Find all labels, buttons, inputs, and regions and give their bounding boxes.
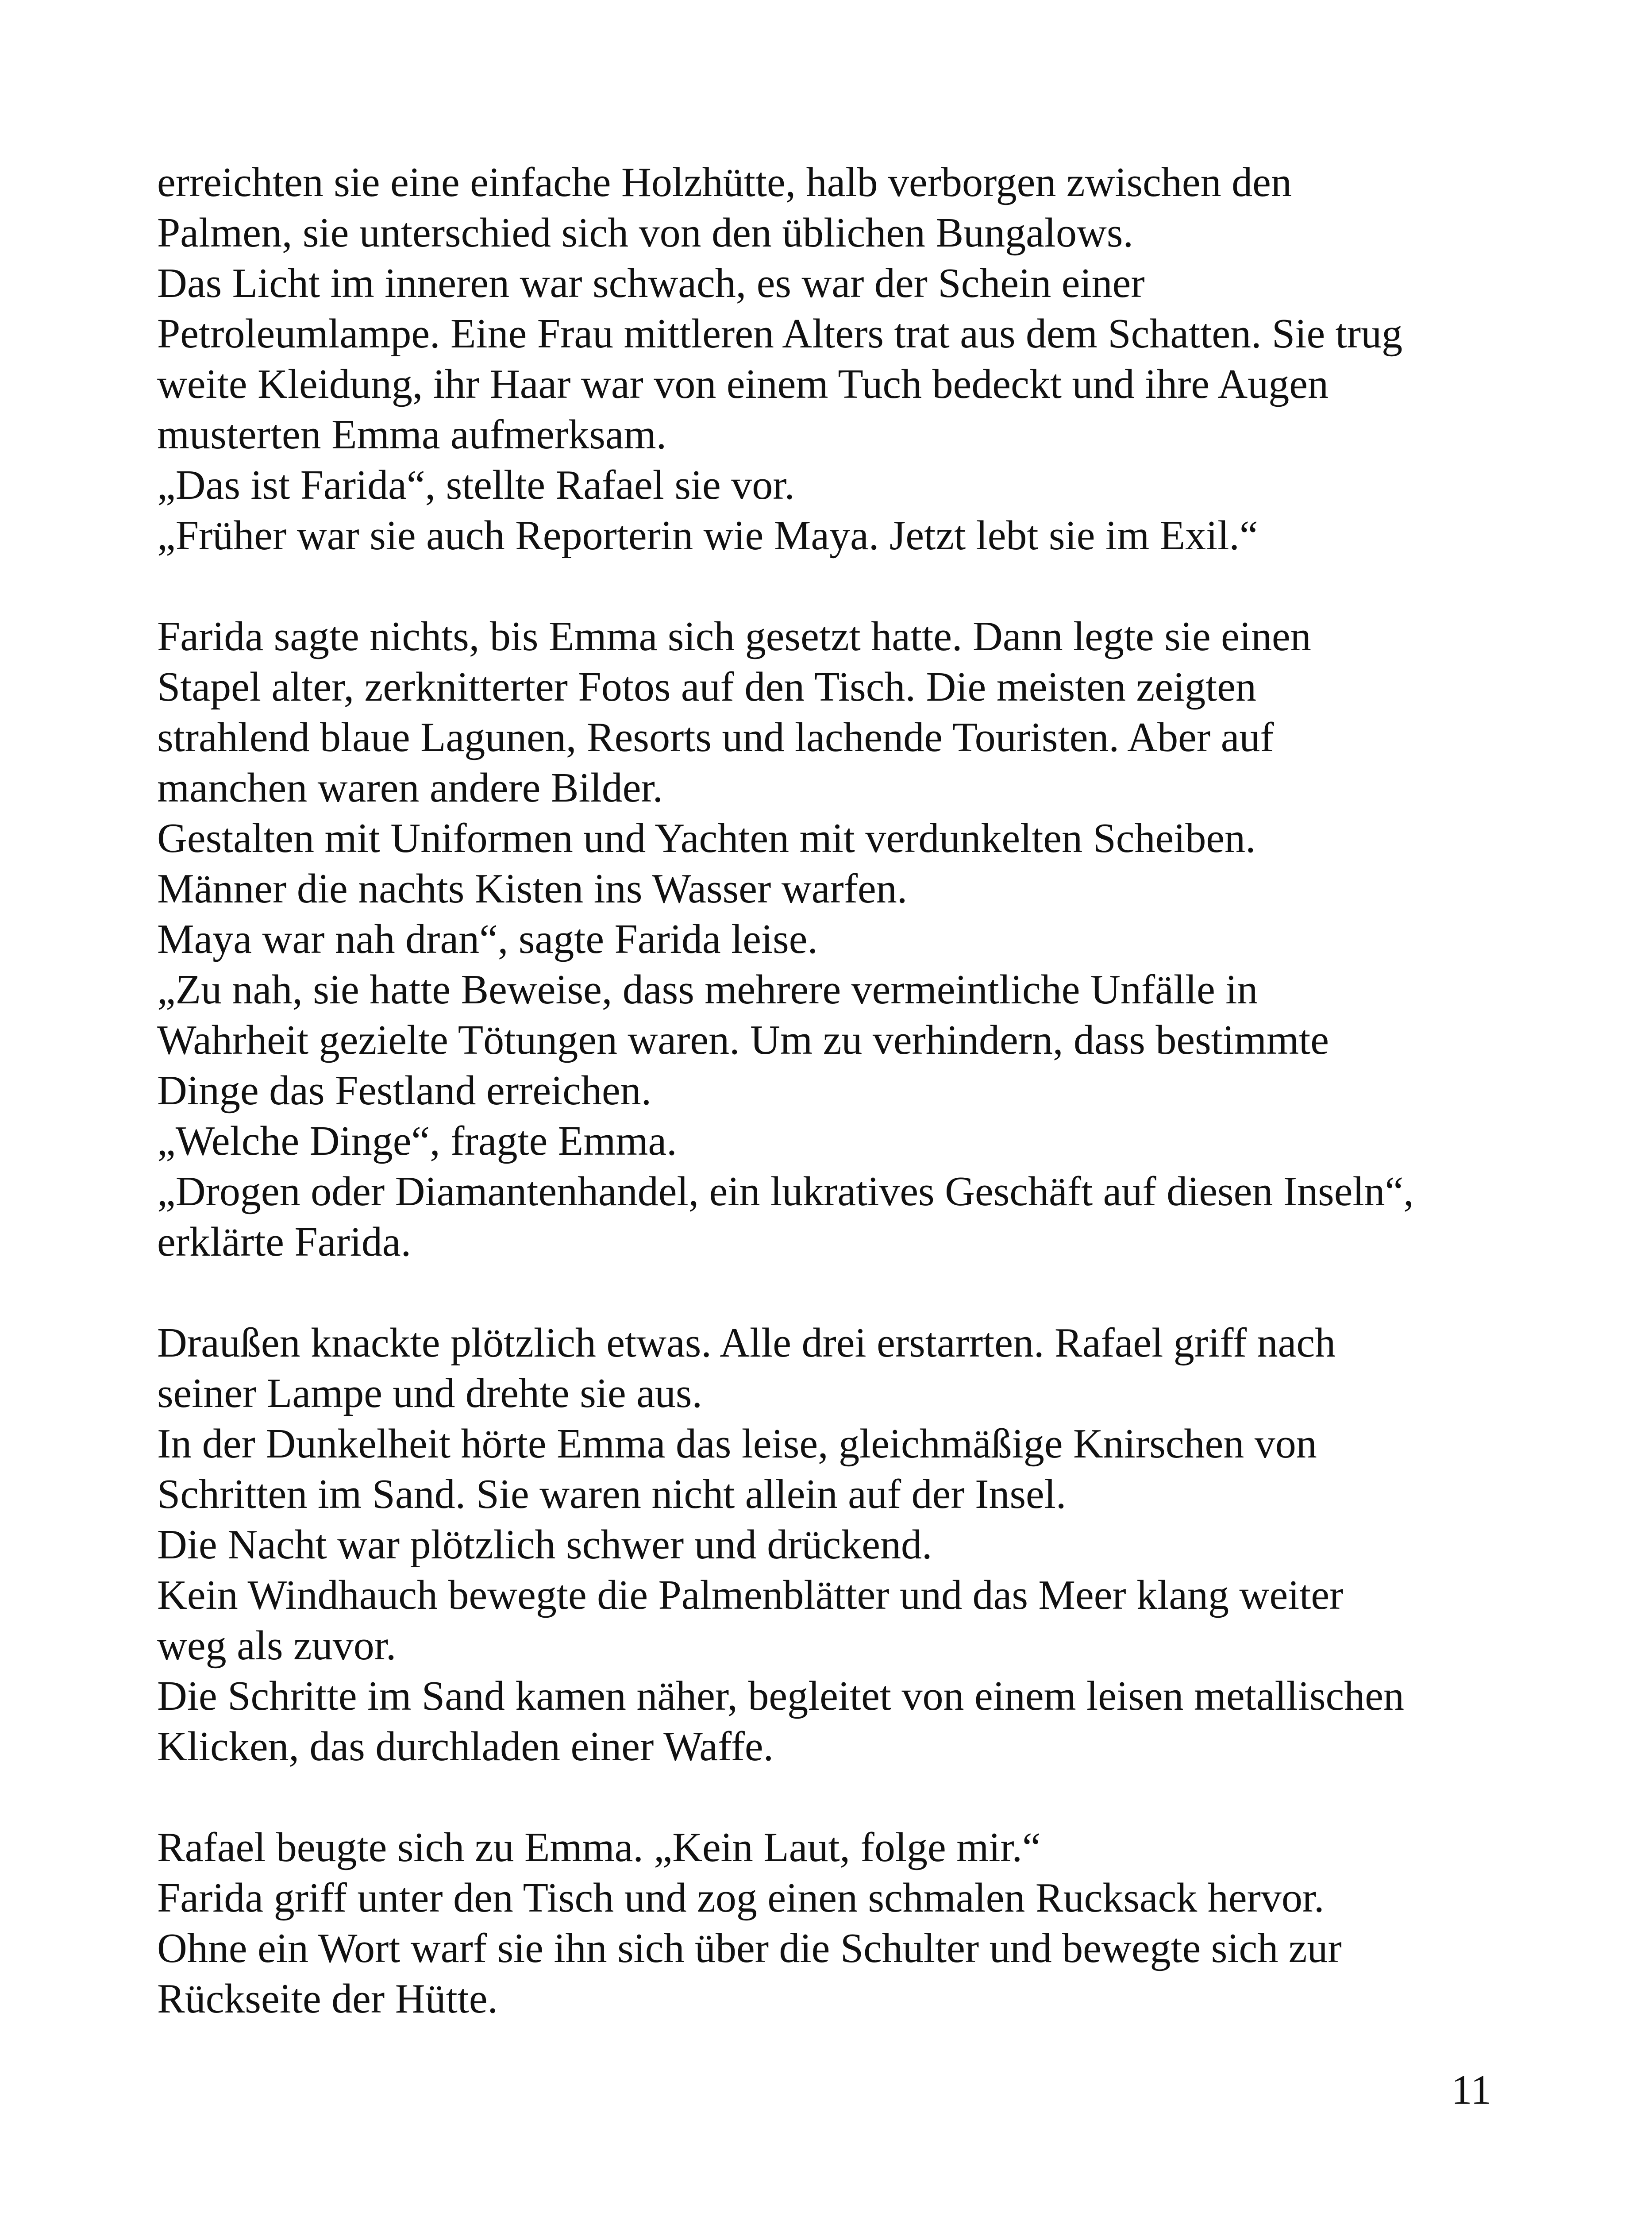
text-line: Ohne ein Wort warf sie ihn sich über die Schulter und bewegte sich zur (157, 1925, 1342, 1971)
paragraph-break (157, 561, 1529, 611)
text-line: „Drogen oder Diamantenhandel, ein lukratives Geschäft auf diesen Inseln“, (157, 1168, 1414, 1214)
text-line: Maya war nah dran“, sagte Farida leise. (157, 916, 818, 962)
text-line: Klicken, das durchladen einer Waffe. (157, 1723, 774, 1770)
text-line: manchen waren andere Bilder. (157, 765, 663, 811)
text-line: Farida sagte nichts, bis Emma sich gesetzt hatte. Dann legte sie einen (157, 613, 1311, 659)
text-line: seiner Lampe und drehte sie aus. (157, 1370, 703, 1416)
text-line: „Früher war sie auch Reporterin wie Maya. Jetzt lebt sie im Exil.“ (157, 513, 1258, 559)
text-line: In der Dunkelheit hörte Emma das leise, gleichmäßige Knirschen von (157, 1421, 1317, 1467)
paragraph-break (157, 1772, 1529, 1822)
text-line: Kein Windhauch bewegte die Palmenblätter und das Meer klang weiter (157, 1572, 1344, 1618)
text-line: „Welche Dinge“, fragte Emma. (157, 1118, 677, 1164)
text-line: Farida griff unter den Tisch und zog einen schmalen Rucksack hervor. (157, 1875, 1325, 1921)
text-line: erreichten sie eine einfache Holzhütte, halb verborgen zwischen den (157, 159, 1292, 205)
text-line: Die Schritte im Sand kamen näher, begleitet von einem leisen metallischen (157, 1673, 1404, 1719)
text-line: Palmen, sie unterschied sich von den üblichen Bungalows. (157, 210, 1133, 256)
text-line: Rafael beugte sich zu Emma. „Kein Laut, folge mir.“ (157, 1824, 1041, 1870)
text-line: Stapel alter, zerknitterter Fotos auf den Tisch. Die meisten zeigten (157, 664, 1256, 710)
text-line: Die Nacht war plötzlich schwer und drückend. (157, 1522, 932, 1568)
text-line: weg als zuvor. (157, 1623, 397, 1669)
text-line: Das Licht im inneren war schwach, es war der Schein einer (157, 260, 1145, 306)
paragraph-break (157, 1267, 1529, 1318)
text-line: weite Kleidung, ihr Haar war von einem Tuch bedeckt und ihre Augen (157, 361, 1329, 407)
text-line: Wahrheit gezielte Tötungen waren. Um zu verhindern, dass bestimmte (157, 1017, 1329, 1063)
text-line: Draußen knackte plötzlich etwas. Alle drei erstarrten. Rafael griff nach (157, 1320, 1336, 1366)
text-line: erklärte Farida. (157, 1219, 412, 1265)
text-line: „Das ist Farida“, stellte Rafael sie vor. (157, 462, 795, 508)
body-text (157, 157, 1529, 2024)
text-line: Rückseite der Hütte. (157, 1976, 498, 2022)
text-line: „Zu nah, sie hatte Beweise, dass mehrere vermeintliche Unfälle in (157, 967, 1258, 1013)
text-line: musterten Emma aufmerksam. (157, 412, 667, 458)
text-line: Petroleumlampe. Eine Frau mittleren Alters trat aus dem Schatten. Sie trug (157, 311, 1403, 357)
text-line: Schritten im Sand. Sie waren nicht allein auf der Insel. (157, 1471, 1067, 1517)
text-line: Männer die nachts Kisten ins Wasser warfen. (157, 866, 908, 912)
page-number: 11 (1451, 2067, 1491, 2113)
text-line: Gestalten mit Uniformen und Yachten mit verdunkelten Scheiben. (157, 815, 1256, 861)
text-line: strahlend blaue Lagunen, Resorts und lachende Touristen. Aber auf (157, 714, 1274, 760)
text-line: Dinge das Festland erreichen. (157, 1068, 652, 1114)
